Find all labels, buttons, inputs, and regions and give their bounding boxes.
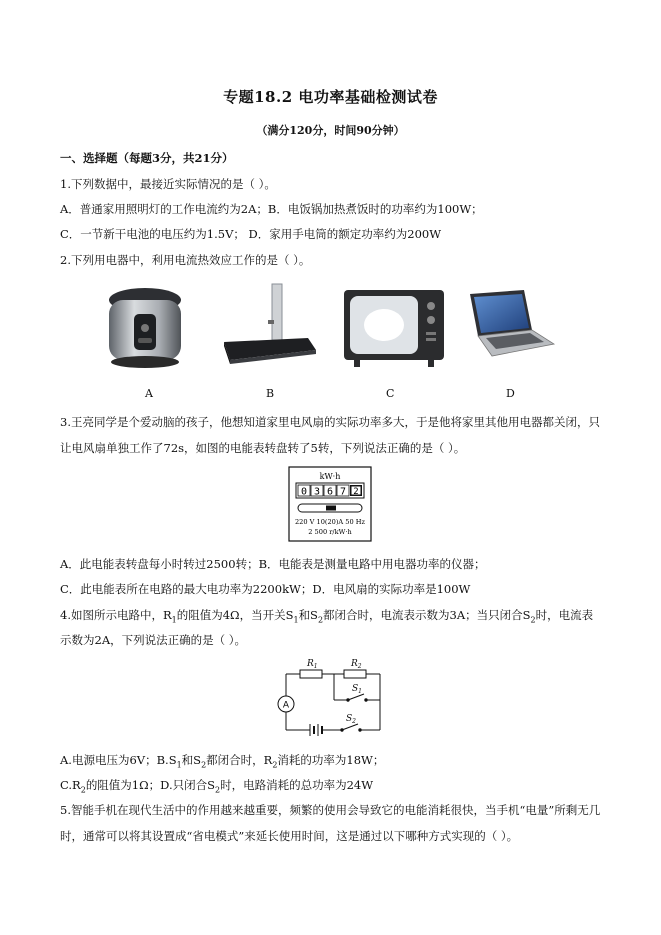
q3-stem-line1: 3.王亮同学是个爱动脑的孩子，他想知道家里电风扇的实际功率多大，于是他将家里其他用电器都关闭，只	[60, 415, 600, 429]
label-r2: $R_2$	[351, 659, 362, 670]
circuit-diagram	[272, 654, 392, 742]
q4-options-cd: $C.R_2$的阻值为1Ω；D.只闭合$S_2$时，电路消耗的总功率为24W	[60, 778, 374, 795]
q3-options-cd: C．此电能表所在电路的最大电功率为2200kW；D．电风扇的实际功率是100W	[60, 582, 471, 596]
crt-tv-image	[342, 288, 446, 368]
meter-digit-1: 0	[300, 486, 308, 498]
q4-options-ab: A.电源电压为6V；$B.S_1$和$S_2$都闭合时，$R_2$消耗的功率为18W；	[60, 753, 385, 770]
q2-label-b: B	[266, 387, 275, 400]
meter-spec-2: 2 500 r/kW·h	[308, 528, 352, 536]
q4-stem-line2: 示数为2A，下列说法正确的是（ ）。	[60, 633, 247, 647]
q5-stem-line2: 时，通常可以将其设置成“省电模式”来延长使用时间，这是通过以下哪种方式实现的（ ）。	[60, 829, 519, 843]
label-s2: $S_2$	[346, 714, 356, 725]
meter-spec-1: 220 V 10(20)A 50 Hz	[294, 518, 366, 526]
meter-digit-3: 6	[326, 486, 334, 498]
label-r1: $R_1$	[307, 659, 318, 670]
q3-stem-line2: 让电风扇单独工作了72s，如图的电能表转盘转了5转，下列说法正确的是（ ）。	[60, 441, 466, 455]
meter-digit-4: 7	[339, 486, 347, 498]
page-subtitle: （满分120分，时间90分钟）	[256, 124, 405, 137]
q2-label-c: C	[386, 387, 395, 400]
q1-stem: 1.下列数据中，最接近实际情况的是（ ）。	[60, 177, 276, 191]
meter-digit-5: 2	[353, 487, 359, 497]
q1-options-cd: C．一节新干电池的电压约为1.5V； D．家用手电筒的额定功率约为200W	[60, 227, 442, 241]
q3-options-ab: A．此电能表转盘每小时转过2500转；B．电能表是测量电路中用电器功率的仪器；	[60, 557, 486, 571]
q2-label-d: D	[506, 387, 515, 400]
meter-unit: kW·h	[319, 472, 341, 481]
q1-options-ab: A．普通家用照明灯的工作电流约为2A；B．电饭锅加热煮饭时的功率约为100W；	[60, 202, 483, 216]
q5-stem-line1: 5.智能手机在现代生活中的作用越来越重要，频繁的使用会导致它的电能消耗很快，当手机“电量”所剩无几	[60, 803, 601, 817]
electric-meter-image	[288, 466, 372, 542]
ammeter-label: A	[282, 700, 290, 711]
q2-label-a: A	[145, 387, 153, 400]
section-heading: 一、选择题（每题3分，共21分）	[60, 151, 234, 165]
rice-cooker-image	[104, 284, 186, 370]
q4-stem-line1: 4.如图所示电路中，$R_1$的阻值为4Ω，当开关$S_1$和$S_2$都闭合时，电流表示数为3A；当只闭合$S_2$时，电流表	[60, 608, 594, 625]
laptop-image	[462, 290, 556, 360]
range-hood-image	[222, 282, 320, 368]
meter-digit-2: 3	[313, 486, 321, 498]
page-title: 专题18.2 电功率基础检测试卷	[223, 88, 438, 106]
q2-stem: 2.下列用电器中，利用电流热效应工作的是（ ）。	[60, 253, 311, 267]
label-s1: $S_1$	[352, 684, 362, 695]
